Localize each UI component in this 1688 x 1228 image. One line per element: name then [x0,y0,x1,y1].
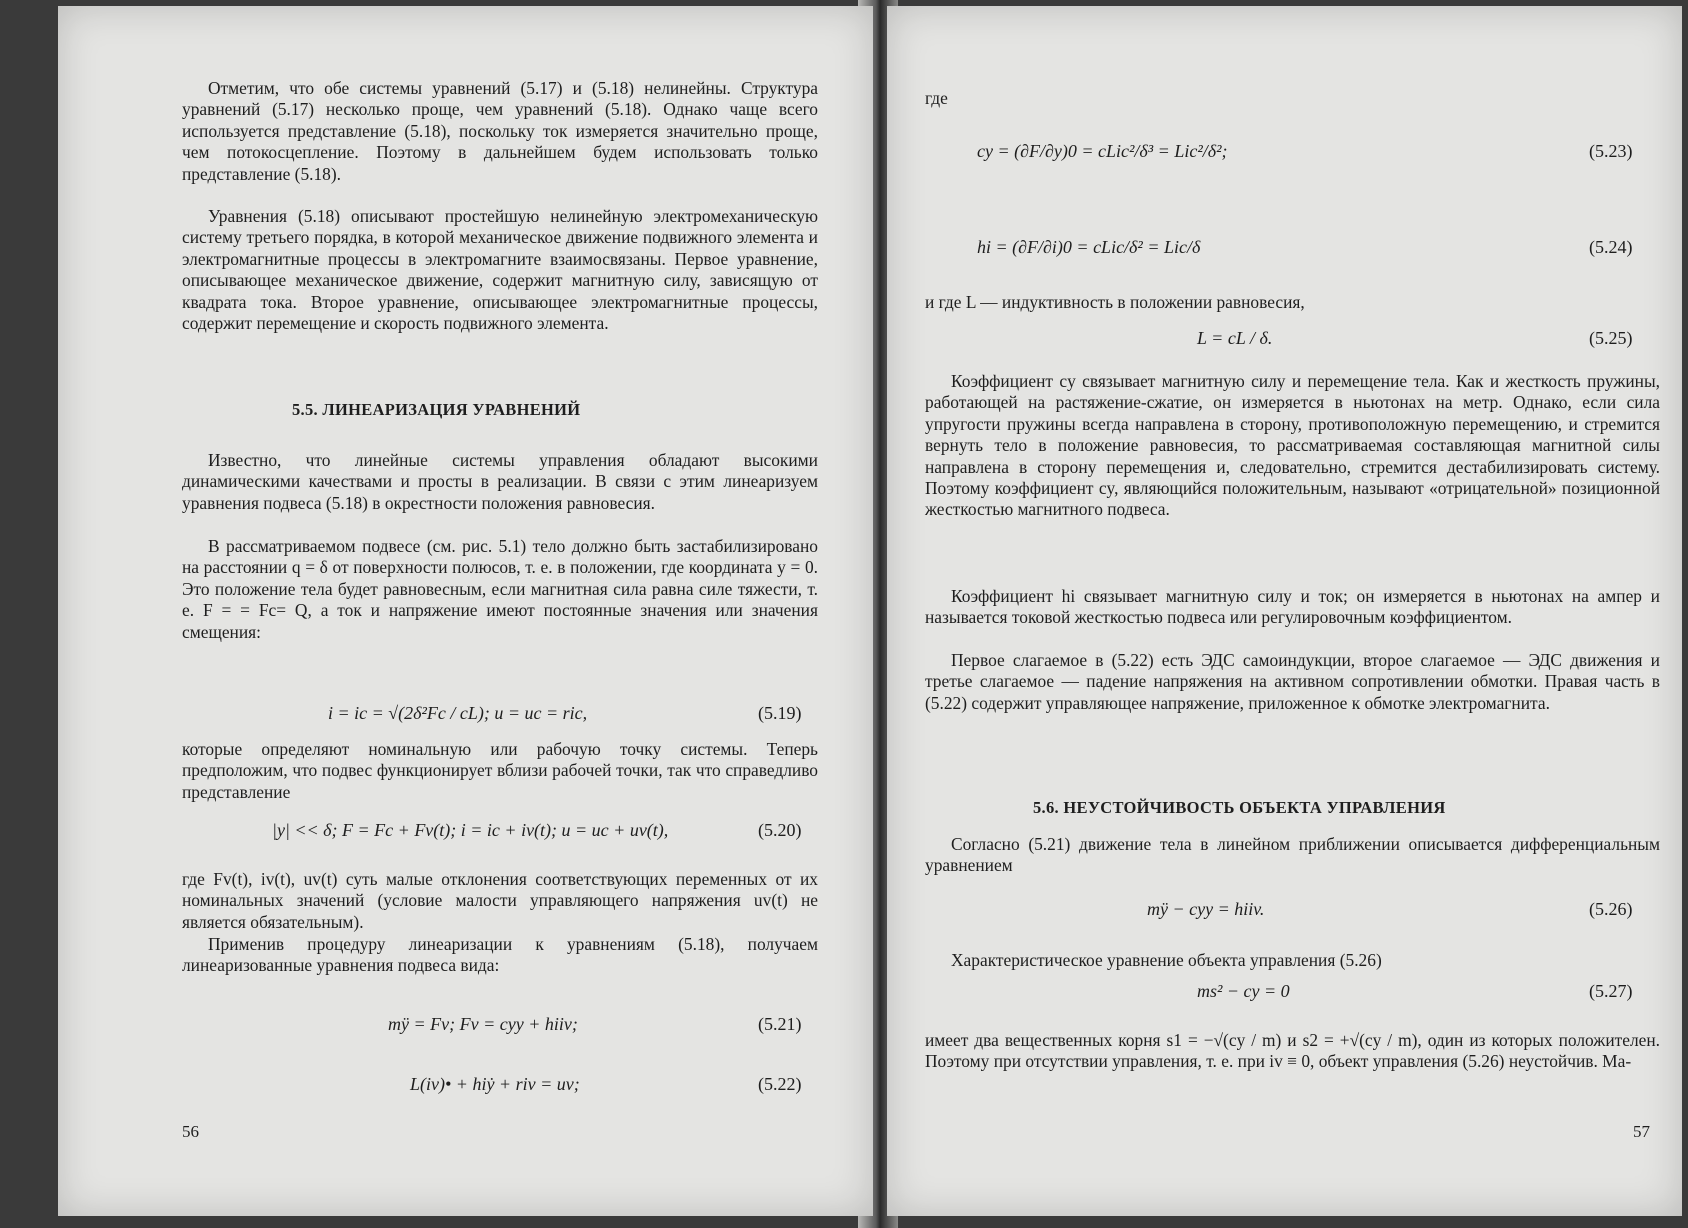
left-paragraph-1: Отметим, что обе системы уравнений (5.17) и (5.18) нелинейны. Структура уравнений (5.17) несколько проще, чем уравнений (5.18). Однако чаще всего используется представление (5.18), поскольку ток измеряется значительно проще, чем потокосцепление. Поэтому в дальнейшем будем использовать только представление (5.18). [182,78,818,184]
left-paragraph-2: Уравнения (5.18) описывают простейшую нелинейную электромеханическую систему третьего порядка, в которой механическое движение подвижного элемента и электромагнитные процессы в электромагните взаимосвязаны. Первое уравнение, описывающее механическое движение, содержит магнитную силу, зависящую от квадрата тока. Второе уравнение, описывающее электромагнитные процессы, содержит перемещение и скорость подвижного элемента. [182,206,818,334]
equation-number-5-22: (5.22) [758,1074,802,1094]
right-paragraph-1: Коэффициент cy связывает магнитную силу и перемещение тела. Как и жесткость пружины, работающей на растяжение-сжатие, он измеряется в ньютонах на метр. Однако, если сила упругости пружины всегда направлена в сторону, противоположную перемещению, и стремится вернуть тело в положение равновесия, то рассматриваемая составляющая магнитной силы направлена в сторону перемещения и, следовательно, стремится дестабилизировать систему. Поэтому коэффициент cy, являющийся положительным, называют «отрицательной» позиционной жесткостью магнитного подвеса. [925,371,1660,520]
equation-5-23: cy = (∂F/∂y)0 = cLic²/δ³ = Lic²/δ²; [977,141,1228,161]
left-paragraph-6: где Fv(t), iv(t), uv(t) суть малые отклонения соответствующих переменных от их номинальных значений (условие малости управляющего напряжения uv(t) не является обязательным). [182,869,818,932]
right-paragraph-3: Первое слагаемое в (5.22) есть ЭДС самоиндукции, второе слагаемое — ЭДС движения и третье слагаемое — падение напряжения на активном сопротивлении обмотки. Правая часть в (5.22) содержит управляющее напряжение, приложенное к обмотке электромагнита. [925,650,1660,713]
left-paragraph-7: Применив процедуру линеаризации к уравнениям (5.18), получаем линеаризованные уравнения подвеса вида: [182,934,818,976]
equation-5-27: ms² − cy = 0 [1197,981,1290,1001]
left-paragraph-3: Известно, что линейные системы управления обладают высокими динамическими качествами и просты в реализации. В связи с этим линеаризуем уравнения подвеса (5.18) в окрестности положения равновесия. [182,450,818,513]
right-paragraph-6: имеет два вещественных корня s1 = −√(cy / m) и s2 = +√(cy / m), один из которых положителен. Поэтому при отсутствии управления, т. е. при iv ≡ 0, объект управления (5.26) неустойчив. Ма- [925,1030,1660,1072]
left-paragraph-5: которые определяют номинальную или рабочую точку системы. Теперь предположим, что подвес функционирует вблизи рабочей точки, так что справедливо представление [182,739,818,802]
left-page [58,6,873,1216]
equation-number-5-26: (5.26) [1589,899,1633,919]
section-heading-5-5: 5.5. ЛИНЕАРИЗАЦИЯ УРАВНЕНИЙ [292,400,581,419]
section-heading-5-6: 5.6. НЕУСТОЙЧИВОСТЬ ОБЪЕКТА УПРАВЛЕНИЯ [1033,798,1446,817]
equation-5-20: |y| << δ; F = Fc + Fv(t); i = ic + iv(t); u = uc + uv(t), [272,820,669,840]
equation-number-5-23: (5.23) [1589,141,1633,161]
right-paragraph-2: Коэффициент hi связывает магнитную силу и ток; он измеряется в ньютонах на ампер и называется токовой жесткостью подвеса или регулировочным коэффициентом. [925,586,1660,628]
right-paragraph-5: Характеристическое уравнение объекта управления (5.26) [951,950,1382,970]
right-page [887,6,1682,1216]
equation-number-5-25: (5.25) [1589,328,1633,348]
equation-5-19: i = ic = √(2δ²Fc / cL); u = uc = ric, [328,703,588,723]
equation-number-5-19: (5.19) [758,703,802,723]
equation-number-5-21: (5.21) [758,1014,802,1034]
where-label-2: и где L — индуктивность в положении равновесия, [925,292,1305,312]
equation-5-26: mÿ − cyy = hiiv. [1147,899,1265,919]
equation-5-22: L(iv)• + hiẏ + riv = uv; [410,1074,580,1094]
equation-number-5-24: (5.24) [1589,237,1633,257]
right-paragraph-4: Согласно (5.21) движение тела в линейном приближении описывается дифференциальным уравнением [925,834,1660,876]
equation-number-5-20: (5.20) [758,820,802,840]
equation-number-5-27: (5.27) [1589,981,1633,1001]
equation-5-25: L = cL / δ. [1197,328,1273,348]
where-label-1: где [925,88,948,108]
equation-5-24: hi = (∂F/∂i)0 = cLic/δ² = Lic/δ [977,237,1201,257]
page-number-left: 56 [182,1122,199,1141]
page-number-right: 57 [1633,1122,1650,1141]
left-paragraph-4: В рассматриваемом подвесе (см. рис. 5.1) тело должно быть застабилизировано на расстоянии q = δ от поверхности полюсов, т. е. в положении, где координата y = 0. Это положение тела будет равновесным, если магнитная сила равна силе тяжести, т. е. F = = Fc= Q, а ток и напряжение имеют постоянные значения или значения смещения: [182,536,818,642]
equation-5-21: mÿ = Fv; Fv = cyy + hiiv; [388,1014,578,1034]
